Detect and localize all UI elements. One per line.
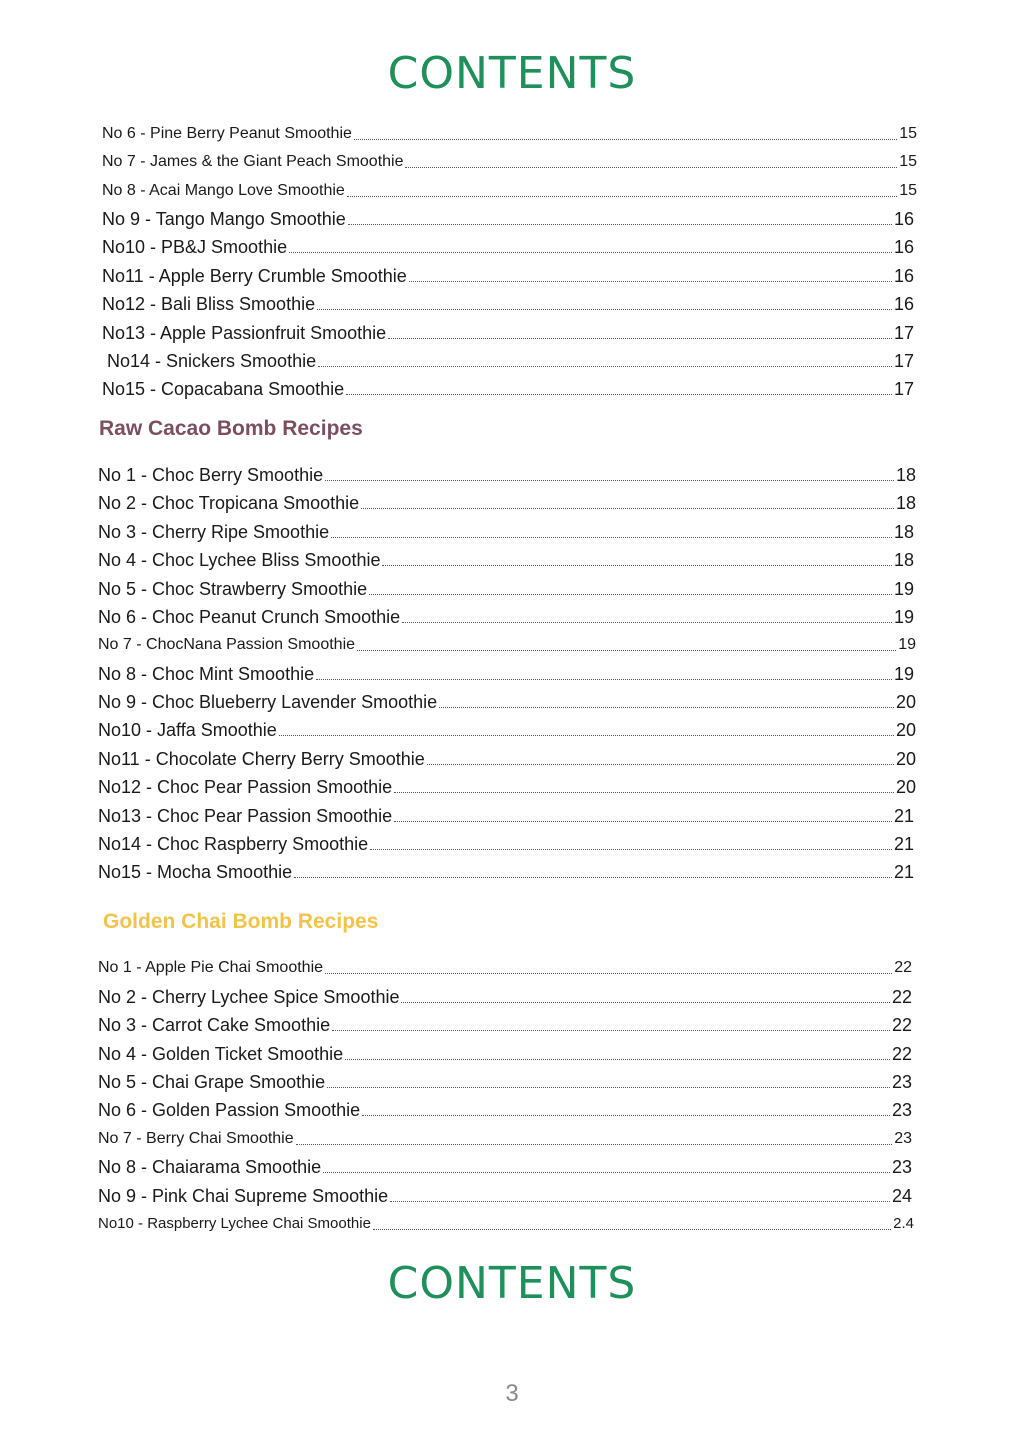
toc-entry[interactable]: [107, 348, 914, 374]
dot-leader: [348, 224, 892, 225]
toc-entry-page: 22: [891, 1044, 912, 1064]
toc-entry[interactable]: [98, 661, 914, 687]
toc-entry[interactable]: [98, 490, 916, 516]
toc-entry-label: No 9 - Pink Chai Supreme Smoothie: [98, 1186, 389, 1206]
toc-entry-label: No 5 - Chai Grape Smoothie: [98, 1072, 326, 1092]
toc-entry[interactable]: [102, 320, 914, 346]
toc-entry[interactable]: [98, 604, 914, 630]
dot-leader: [332, 1030, 890, 1031]
dot-leader: [401, 1002, 889, 1003]
toc-entry-label: No 6 - Pine Berry Peanut Smoothie: [102, 125, 352, 142]
dot-leader: [390, 1201, 890, 1202]
toc-entry[interactable]: [98, 1154, 912, 1180]
toc-entry-label: No 4 - Golden Ticket Smoothie: [98, 1044, 344, 1064]
toc-entry[interactable]: [102, 149, 917, 175]
page-number: 3: [505, 1380, 519, 1407]
toc-entry[interactable]: [98, 1069, 912, 1095]
toc-entry-label: No 7 - Berry Chai Smoothie: [98, 1130, 294, 1147]
dot-leader: [323, 1172, 890, 1173]
toc-entry[interactable]: [102, 263, 914, 289]
toc-entry-page: 22: [891, 987, 912, 1007]
toc-entry[interactable]: [98, 632, 916, 658]
toc-entry-label: No14 - Choc Raspberry Smoothie: [98, 834, 369, 854]
dot-leader: [402, 622, 892, 623]
toc-entry-page: 18: [895, 493, 916, 513]
toc-entry-label: No 2 - Cherry Lychee Spice Smoothie: [98, 987, 400, 1007]
section-heading-cacao: Raw Cacao Bomb Recipes: [99, 417, 363, 440]
toc-entry-label: No15 - Copacabana Smoothie: [102, 379, 345, 399]
toc-entry[interactable]: [98, 859, 914, 885]
toc-entry-page: 17: [893, 351, 914, 371]
toc-entry[interactable]: [98, 576, 914, 602]
toc-entry-label: No14 - Snickers Smoothie: [107, 351, 317, 371]
dot-leader: [427, 764, 894, 765]
toc-entry-page: 23: [891, 1157, 912, 1177]
dot-leader: [294, 877, 892, 878]
toc-entry[interactable]: [98, 1097, 912, 1123]
toc-entry-label: No10 - Jaffa Smoothie: [98, 720, 277, 740]
toc-entry-page: 23: [891, 1100, 912, 1120]
toc-entry[interactable]: [102, 121, 917, 147]
dot-leader: [362, 1115, 890, 1116]
toc-entry-label: No 1 - Choc Berry Smoothie: [98, 465, 324, 485]
dot-leader: [345, 1059, 890, 1060]
toc-entry-label: No 7 - James & the Giant Peach Smoothie: [102, 153, 404, 170]
toc-entry-label: No10 - PB&J Smoothie: [102, 237, 288, 257]
toc-entry-label: No 8 - Chaiarama Smoothie: [98, 1157, 322, 1177]
toc-entry[interactable]: [98, 774, 916, 800]
toc-entry-page: 20: [895, 692, 916, 712]
toc-entry[interactable]: [102, 234, 914, 260]
toc-entry-page: 2.4: [893, 1215, 914, 1232]
toc-entry-page: 15: [899, 125, 917, 142]
section-heading-chai: Golden Chai Bomb Recipes: [103, 910, 379, 933]
toc-entry-page: 16: [893, 209, 914, 229]
toc-entry-label: No 7 - ChocNana Passion Smoothie: [98, 636, 356, 653]
toc-entry-page: 15: [899, 182, 917, 199]
dot-leader: [370, 849, 892, 850]
dot-leader: [347, 196, 897, 197]
dot-leader: [394, 821, 892, 822]
toc-entry-label: No11 - Apple Berry Crumble Smoothie: [102, 266, 407, 286]
toc-entry[interactable]: [98, 1183, 912, 1209]
toc-entry-label: No 1 - Apple Pie Chai Smoothie: [98, 959, 324, 976]
toc-entry-page: 20: [895, 720, 916, 740]
toc-entry-page: 20: [895, 749, 916, 769]
toc-entry[interactable]: [98, 689, 916, 715]
toc-entry[interactable]: [98, 519, 914, 545]
dot-leader: [316, 679, 892, 680]
toc-entry-label: No 2 - Choc Tropicana Smoothie: [98, 493, 360, 513]
toc-entry[interactable]: [102, 376, 914, 402]
toc-entry-label: No11 - Chocolate Cherry Berry Smoothie: [98, 749, 425, 769]
dot-leader: [373, 1229, 891, 1230]
toc-entry-label: No 3 - Carrot Cake Smoothie: [98, 1015, 331, 1035]
toc-entry-label: No13 - Choc Pear Passion Smoothie: [98, 806, 393, 826]
toc-entry-label: No 8 - Choc Mint Smoothie: [98, 664, 315, 684]
dot-leader: [361, 508, 894, 509]
toc-entry-page: 22: [894, 959, 912, 976]
toc-entry-label: No12 - Choc Pear Passion Smoothie: [98, 777, 393, 797]
toc-entry-page: 19: [893, 579, 914, 599]
toc-entry[interactable]: [98, 831, 914, 857]
toc-entry-page: 23: [891, 1072, 912, 1092]
page-title-repeat: CONTENTS: [387, 1258, 637, 1309]
toc-entry-page: 19: [893, 607, 914, 627]
page-title: CONTENTS: [387, 48, 637, 99]
toc-entry-label: No10 - Raspberry Lychee Chai Smoothie: [98, 1215, 371, 1232]
toc-entry-label: No 4 - Choc Lychee Bliss Smoothie: [98, 550, 381, 570]
dot-leader: [318, 366, 892, 367]
toc-entry-page: 21: [893, 834, 914, 854]
toc-entry[interactable]: [98, 955, 912, 981]
toc-entry-label: No 8 - Acai Mango Love Smoothie: [102, 182, 345, 199]
dot-leader: [331, 537, 892, 538]
dot-leader: [439, 707, 894, 708]
toc-entry-page: 24: [891, 1186, 912, 1206]
dot-leader: [325, 973, 892, 974]
toc-entry-page: 17: [893, 379, 914, 399]
dot-leader: [394, 792, 894, 793]
toc-entry-page: 16: [893, 266, 914, 286]
toc-entry[interactable]: [98, 1012, 912, 1038]
dot-leader: [296, 1144, 893, 1145]
dot-leader: [327, 1087, 890, 1088]
dot-leader: [317, 309, 892, 310]
toc-entry-page: 17: [893, 323, 914, 343]
dot-leader: [289, 252, 892, 253]
dot-leader: [409, 281, 892, 282]
toc-entry-page: 19: [898, 636, 916, 653]
dot-leader: [354, 139, 897, 140]
toc-entry-label: No 6 - Choc Peanut Crunch Smoothie: [98, 607, 401, 627]
toc-entry-page: 20: [895, 777, 916, 797]
toc-entry[interactable]: [98, 1041, 912, 1067]
toc-entry-label: No 3 - Cherry Ripe Smoothie: [98, 522, 330, 542]
dot-leader: [388, 338, 892, 339]
toc-entry-label: No 9 - Tango Mango Smoothie: [102, 209, 346, 229]
toc-entry-page: 23: [894, 1130, 912, 1147]
toc-entry[interactable]: [102, 178, 917, 204]
toc-entry[interactable]: [98, 746, 916, 772]
toc-entry-label: No13 - Apple Passionfruit Smoothie: [102, 323, 387, 343]
toc-entry-page: 15: [899, 153, 917, 170]
dot-leader: [405, 167, 897, 168]
toc-entry-page: 21: [893, 862, 914, 882]
toc-entry[interactable]: [102, 291, 914, 317]
toc-entry[interactable]: [98, 717, 916, 743]
dot-leader: [357, 650, 896, 651]
toc-entry[interactable]: [98, 1211, 914, 1237]
toc-entry-label: No 9 - Choc Blueberry Lavender Smoothie: [98, 692, 438, 712]
toc-entry-label: No15 - Mocha Smoothie: [98, 862, 293, 882]
toc-entry[interactable]: [98, 984, 912, 1010]
toc-entry-page: 18: [895, 465, 916, 485]
toc-entry-page: 18: [893, 550, 914, 570]
toc-entry[interactable]: [98, 1126, 912, 1152]
dot-leader: [325, 480, 894, 481]
dot-leader: [382, 565, 892, 566]
toc-entry-page: 19: [893, 664, 914, 684]
toc-entry-page: 18: [893, 522, 914, 542]
toc-entry-label: No12 - Bali Bliss Smoothie: [102, 294, 316, 314]
toc-entry[interactable]: [98, 462, 916, 488]
toc-entry[interactable]: [98, 803, 914, 829]
toc-entry-page: 21: [893, 806, 914, 826]
toc-entry-page: 22: [891, 1015, 912, 1035]
toc-entry-label: No 6 - Golden Passion Smoothie: [98, 1100, 361, 1120]
dot-leader: [346, 394, 892, 395]
dot-leader: [369, 594, 892, 595]
toc-entry[interactable]: [98, 547, 914, 573]
toc-entry[interactable]: [102, 206, 914, 232]
dot-leader: [279, 735, 894, 736]
toc-entry-page: 16: [893, 237, 914, 257]
toc-entry-label: No 5 - Choc Strawberry Smoothie: [98, 579, 368, 599]
toc-entry-page: 16: [893, 294, 914, 314]
